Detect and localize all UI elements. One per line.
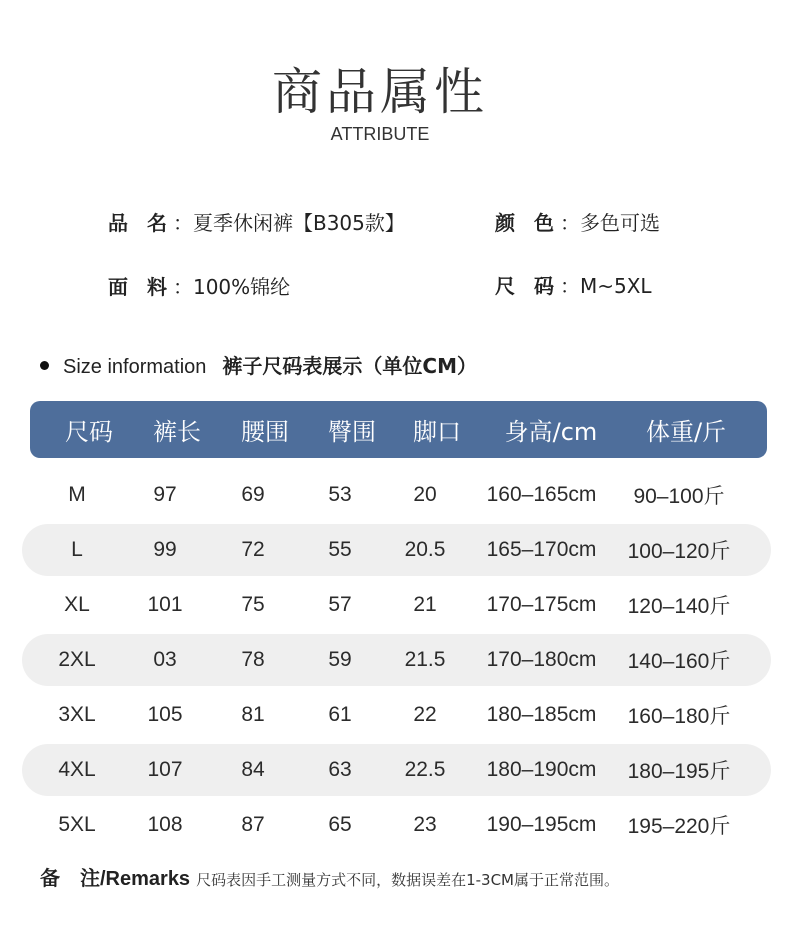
table-row <box>22 524 771 576</box>
table-cell: 22.5 <box>404 758 446 781</box>
table-cell: 99 <box>153 538 177 561</box>
table-cell: 20 <box>413 483 437 506</box>
table-cell: 101 <box>147 593 183 616</box>
table-cell: 84 <box>241 758 265 781</box>
table-cell: 140–160斤 <box>627 650 731 673</box>
size-section-zh-label: 裤子尺码表展示（单位CM） <box>222 354 477 378</box>
size-table-header <box>30 401 767 458</box>
table-cell: 63 <box>328 758 352 781</box>
size-section-heading <box>40 350 477 379</box>
table-row <box>22 744 771 796</box>
table-cell: 61 <box>328 703 352 726</box>
header-cell-waist: 腰围 <box>241 418 289 446</box>
remarks <box>40 862 619 891</box>
header-cell-size: 尺码 <box>65 418 113 446</box>
table-cell: 108 <box>147 813 183 836</box>
table-cell: 2XL <box>58 648 96 671</box>
table-cell: 90–100斤 <box>633 485 725 508</box>
table-cell: XL <box>64 593 90 616</box>
attribute-value: ：M~5XL <box>559 274 652 298</box>
attribute-value: ：多色可选 <box>559 211 660 235</box>
table-cell: 3XL <box>58 703 96 726</box>
attribute-value: ：夏季休闲裤【B305款】 <box>172 211 405 235</box>
table-cell: 65 <box>328 813 352 836</box>
table-cell: 170–180cm <box>486 648 597 671</box>
table-cell: 21 <box>413 593 437 616</box>
remarks-label: 备 注 <box>40 866 100 890</box>
table-row <box>22 469 771 521</box>
table-cell: 120–140斤 <box>627 595 731 618</box>
attribute-key: 品 名 <box>108 211 173 235</box>
table-cell: 165–170cm <box>486 538 597 561</box>
table-cell: 4XL <box>58 758 96 781</box>
attribute-fabric <box>108 271 290 300</box>
table-cell: 170–175cm <box>486 593 597 616</box>
attribute-value: ：100%锦纶 <box>172 275 291 299</box>
table-cell: 20.5 <box>404 538 446 561</box>
attribute-key: 颜 色 <box>495 211 560 235</box>
attribute-key: 尺 码 <box>495 274 560 298</box>
bullet-icon <box>40 361 49 370</box>
table-cell: 195–220斤 <box>627 815 731 838</box>
table-cell: 180–185cm <box>486 703 597 726</box>
attribute-product-name <box>108 207 405 236</box>
table-cell: 105 <box>147 703 183 726</box>
table-cell: 97 <box>153 483 177 506</box>
table-cell: 53 <box>328 483 352 506</box>
remarks-note: 尺码表因手工测量方式不同，数据误差在1-3CM属于正常范围。 <box>196 871 619 889</box>
size-section-en-label: Size information <box>63 356 207 378</box>
table-cell: 190–195cm <box>486 813 597 836</box>
attribute-key: 面 料 <box>108 275 173 299</box>
table-cell: 78 <box>241 648 265 671</box>
table-cell: L <box>71 538 83 561</box>
table-cell: 87 <box>241 813 265 836</box>
remarks-label-en: /Remarks <box>100 868 191 890</box>
table-cell: 160–165cm <box>486 483 597 506</box>
header-cell-hip: 臀围 <box>328 418 376 446</box>
table-row <box>22 689 771 741</box>
table-cell: 107 <box>147 758 183 781</box>
page-subtitle: ATTRIBUTE <box>330 124 430 144</box>
table-cell: 72 <box>241 538 265 561</box>
table-cell: 160–180斤 <box>627 705 731 728</box>
table-cell: 22 <box>413 703 437 726</box>
table-cell: 100–120斤 <box>627 540 731 563</box>
table-cell: 69 <box>241 483 265 506</box>
header-cell-weight: 体重/斤 <box>645 418 727 446</box>
table-cell: M <box>68 483 86 506</box>
table-cell: 5XL <box>58 813 96 836</box>
table-cell: 180–195斤 <box>627 760 731 783</box>
table-row <box>22 579 771 631</box>
table-cell: 59 <box>328 648 352 671</box>
header-cell-height: 身高/cm <box>504 418 598 446</box>
table-cell: 81 <box>241 703 265 726</box>
header-cell-hem: 脚口 <box>413 418 461 446</box>
table-row <box>22 634 771 686</box>
page-title: 商品属性 <box>272 63 488 121</box>
table-cell: 21.5 <box>404 648 446 671</box>
table-cell: 57 <box>328 593 352 616</box>
table-cell: 75 <box>241 593 265 616</box>
header-cell-length: 裤长 <box>153 418 201 446</box>
table-cell: 03 <box>153 648 177 671</box>
table-cell: 180–190cm <box>486 758 597 781</box>
attribute-size-range <box>495 270 652 299</box>
table-row <box>22 799 771 851</box>
table-cell: 23 <box>413 813 437 836</box>
attribute-color <box>495 207 660 236</box>
table-cell: 55 <box>328 538 352 561</box>
